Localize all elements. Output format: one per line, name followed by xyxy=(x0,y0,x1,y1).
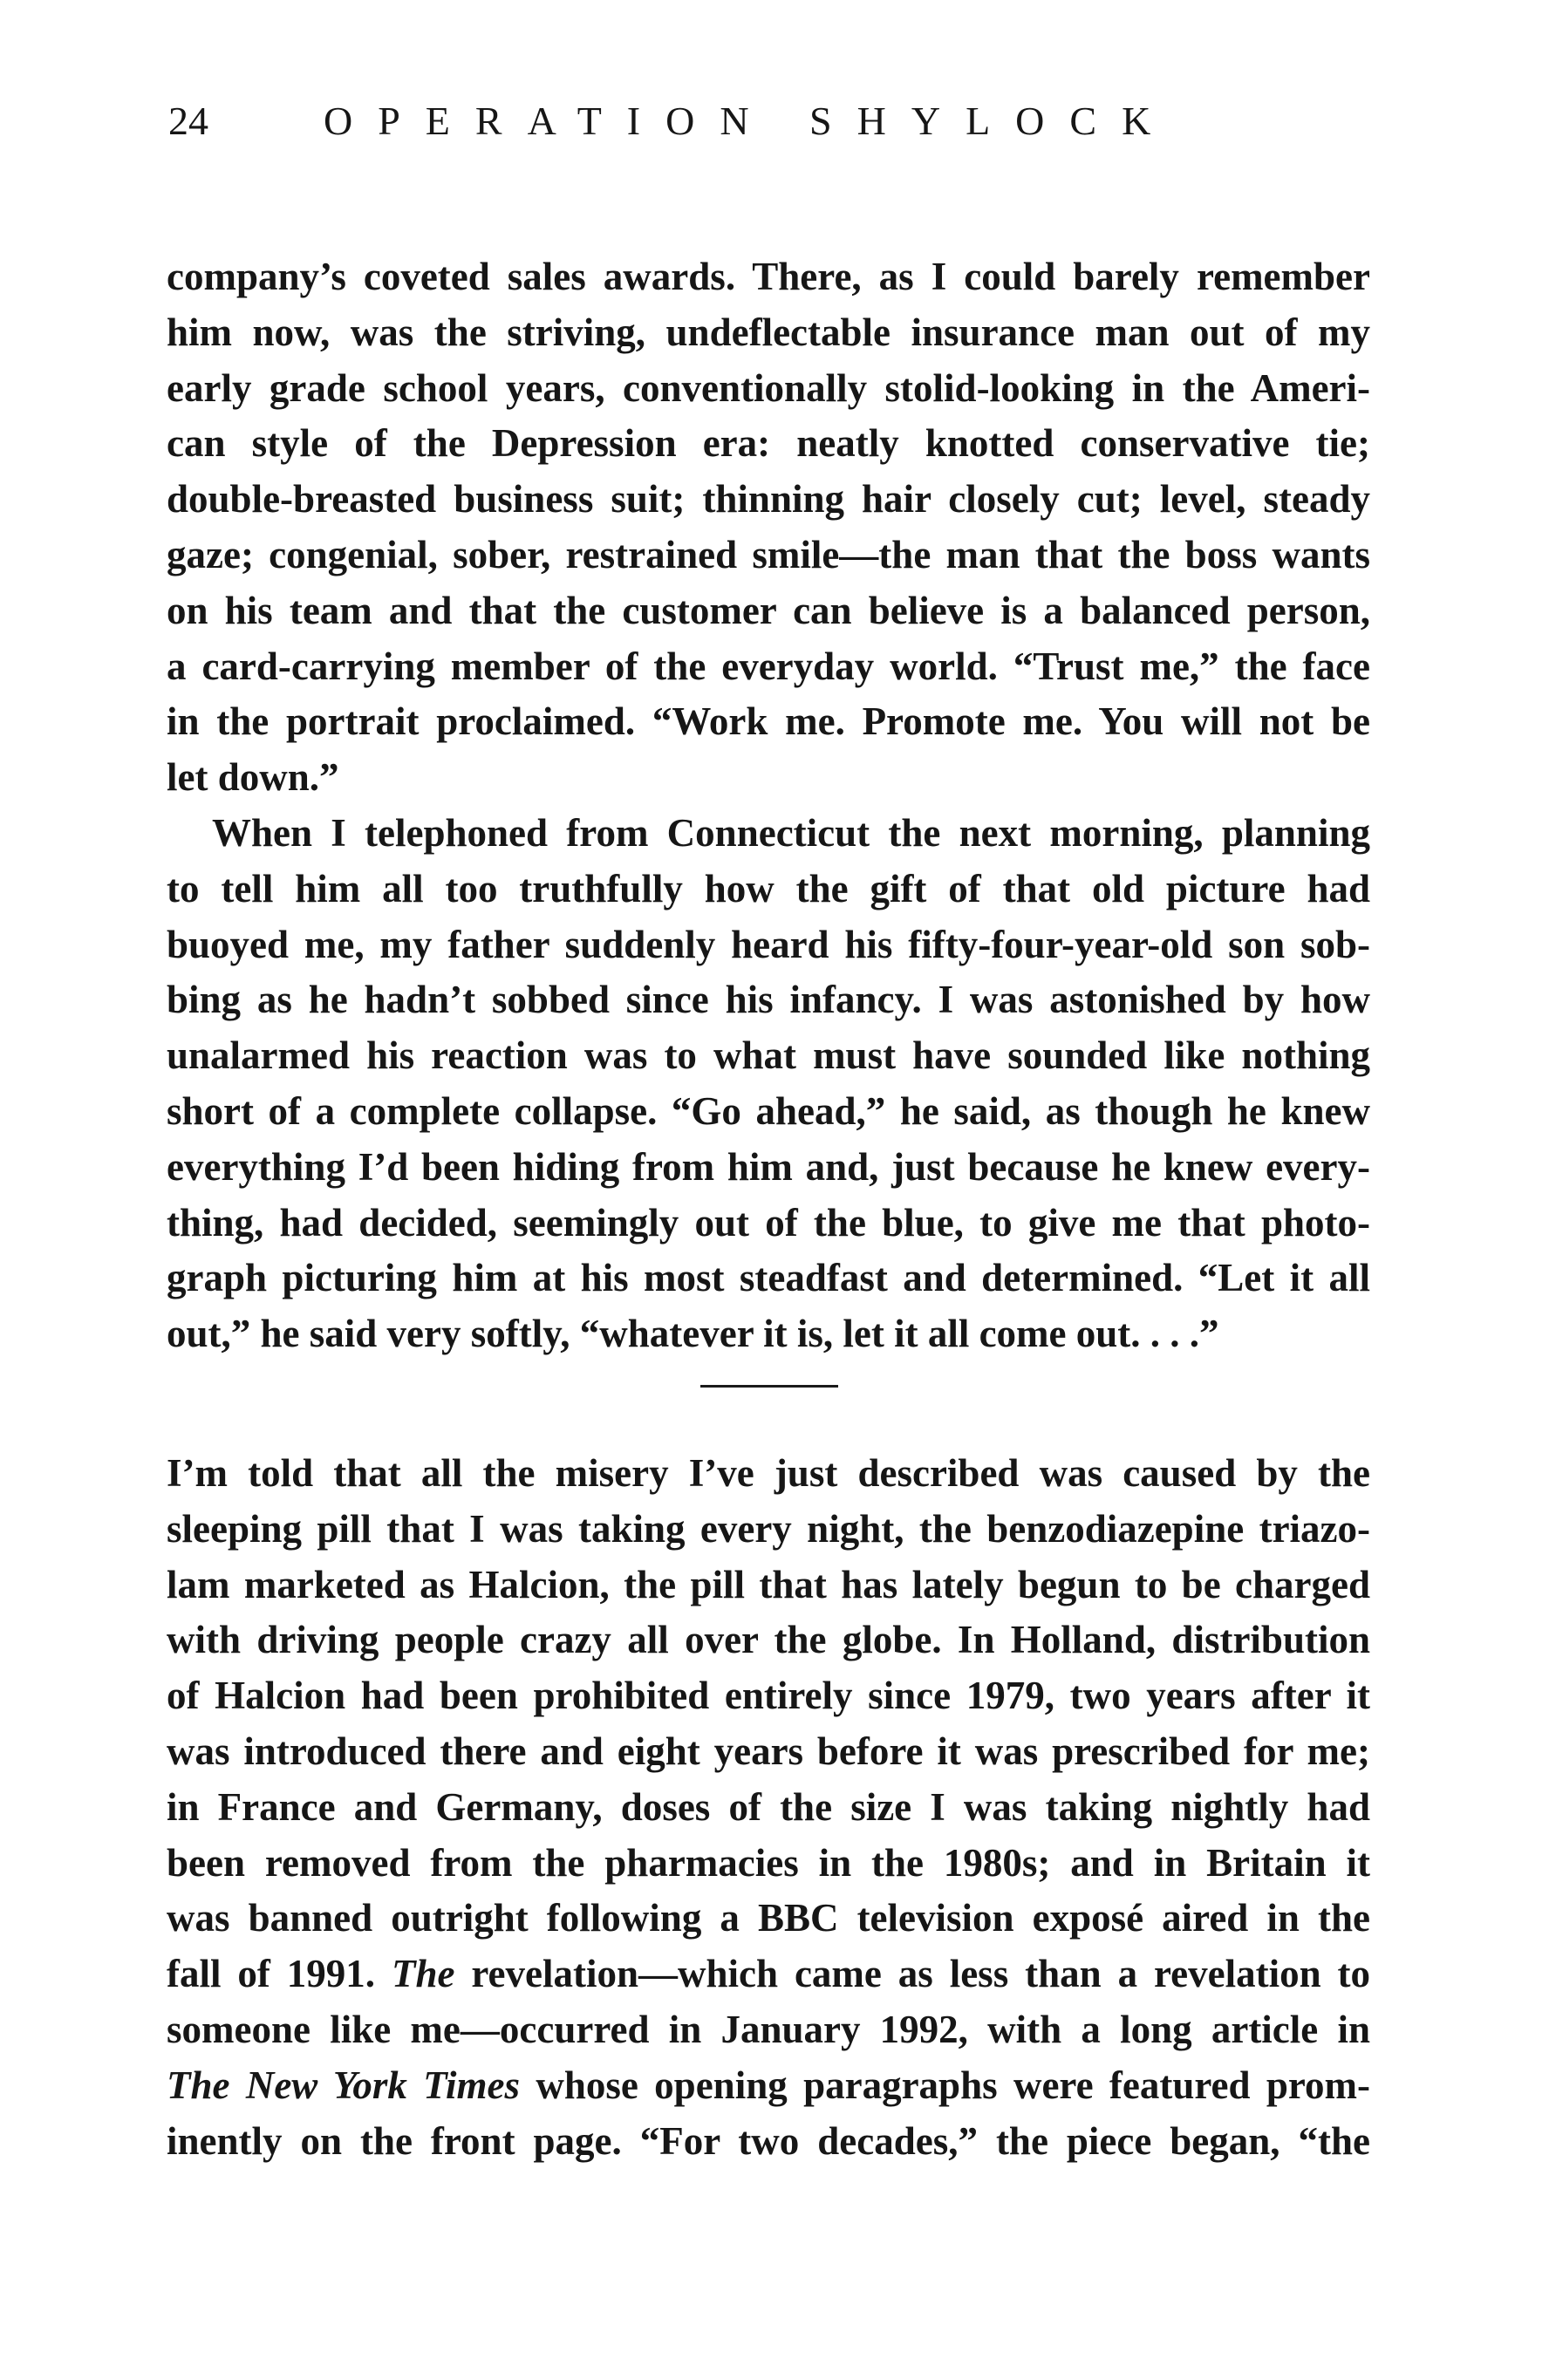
text-line: can style of the Depression era: neatly knotted conservative tie; xyxy=(167,421,1370,466)
text-run: whose opening paragraphs were featured prom- xyxy=(520,2063,1371,2107)
page-number: 24 xyxy=(168,99,208,143)
text-line: of Halcion had been prohibited entirely since 1979, two years after it xyxy=(167,1674,1370,1718)
text-line: a card-carrying member of the everyday world. “Trust me,” the face xyxy=(167,644,1370,688)
text-line: unalarmed his reaction was to what must have sounded like nothing xyxy=(167,1033,1370,1078)
text-line: out,” he said very softly, “whatever it is, let it all come out. . . .” xyxy=(167,1312,1219,1356)
text-line: everything I’d been hiding from him and, just because he knew every- xyxy=(167,1144,1370,1189)
text-run: revelation—which came as less than a revelation to xyxy=(454,1952,1370,1996)
text-line xyxy=(167,2058,1370,2114)
text-line: I’m told that all the misery I’ve just described was caused by the xyxy=(167,1451,1370,1495)
text-line: gaze; congenial, sober, restrained smile—the man that the boss wants xyxy=(167,532,1370,576)
body-text-section-2 xyxy=(167,1446,1370,2169)
text-line: double-breasted business suit; thinning hair closely cut; level, steady xyxy=(167,477,1370,522)
text-line: on his team and that the customer can believe is a balanced person, xyxy=(167,588,1370,632)
text-line: short of a complete collapse. “Go ahead,” he said, as though he knew xyxy=(167,1088,1370,1133)
text-line: to tell him all too truthfully how the gift of that old picture had xyxy=(167,866,1370,910)
text-line: someone like me—occurred in January 1992, with a long article in xyxy=(167,2007,1370,2051)
text-line: in France and Germany, doses of the size I was taking nightly had xyxy=(167,1784,1370,1829)
page-header xyxy=(168,101,1372,141)
text-line: company’s coveted sales awards. There, as I could barely remember xyxy=(167,255,1370,298)
text-line: lam marketed as Halcion, the pill that has lately begun to be charged xyxy=(167,1562,1370,1606)
text-line: was introduced there and eight years before it was prescribed for me; xyxy=(167,1729,1370,1773)
italic-text: The xyxy=(391,1952,455,1996)
text-line: in the portrait proclaimed. “Work me. Promote me. You will not be xyxy=(167,699,1370,744)
running-head: OPERATION SHYLOCK xyxy=(324,99,1177,143)
text-run: fall of 1991. xyxy=(167,1952,392,1996)
text-line: was banned outright following a BBC television exposé aired in the xyxy=(167,1896,1370,1940)
text-line: early grade school years, conventionally stolid-looking in the Ameri- xyxy=(167,365,1370,410)
paragraph-1 xyxy=(167,249,1370,806)
text-line: him now, was the striving, undeflectable insurance man out of my xyxy=(167,310,1370,354)
text-line: bing as he hadn’t sobbed since his infancy. I was astonished by how xyxy=(167,978,1370,1022)
text-line: sleeping pill that I was taking every night, the benzodiazepine triazo- xyxy=(167,1506,1370,1551)
text-line: with driving people crazy all over the globe. In Holland, distribution xyxy=(167,1618,1370,1662)
text-line: graph picturing him at his most steadfast and determined. “Let it all xyxy=(167,1256,1370,1300)
publication-title: The New York Times xyxy=(167,2063,520,2107)
section-divider xyxy=(700,1385,838,1388)
body-text-section-1 xyxy=(167,249,1370,1362)
paragraph-2 xyxy=(167,806,1370,1362)
text-line: been removed from the pharmacies in the 1980s; and in Britain it xyxy=(167,1840,1370,1885)
text-line: thing, had decided, seemingly out of the blue, to give me that photo- xyxy=(167,1200,1370,1245)
text-line: When I telephoned from Connecticut the next morning, planning xyxy=(212,810,1370,855)
text-line xyxy=(167,1947,1370,2002)
text-line: buoyed me, my father suddenly heard his fifty-four-year-old son sob- xyxy=(167,922,1370,966)
text-line: inently on the front page. “For two decades,” the piece began, “the xyxy=(167,2118,1370,2163)
text-line: let down.” xyxy=(167,755,339,800)
